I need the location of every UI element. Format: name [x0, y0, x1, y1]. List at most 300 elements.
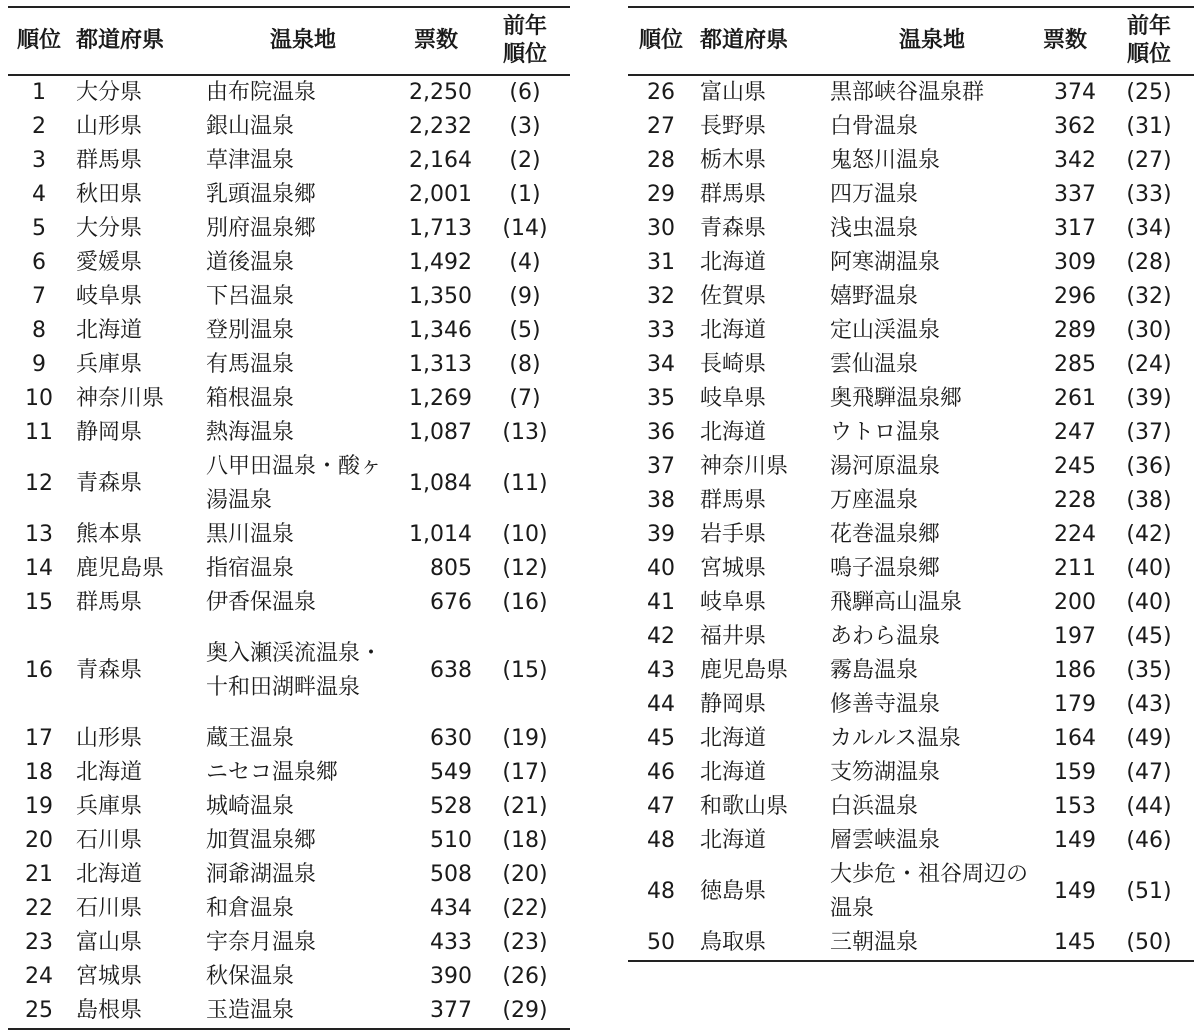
- onsen-cell: 定山渓温泉: [830, 318, 941, 343]
- prefecture-cell: 兵庫県: [76, 352, 143, 377]
- prefecture-cell: 佐賀県: [700, 284, 767, 309]
- rank-cell: 38: [647, 488, 675, 513]
- onsen-cell: 湯河原温泉: [830, 454, 941, 479]
- header-row: [8, 7, 570, 75]
- prev-rank-cell: (28): [1126, 250, 1172, 275]
- prefecture-cell: 宮城県: [700, 556, 767, 581]
- prev-rank-cell: (31): [1126, 114, 1172, 139]
- prev-rank-cell: (36): [1126, 454, 1172, 479]
- votes-cell: 164: [1054, 726, 1096, 751]
- onsen-cell: 秋保温泉: [206, 964, 295, 989]
- prefecture-cell: 栃木県: [700, 148, 767, 173]
- onsen-cell: 銀山温泉: [206, 114, 295, 139]
- prefecture-cell: 群馬県: [76, 148, 143, 173]
- table-row: [628, 756, 1194, 790]
- rank-cell: 24: [25, 964, 53, 989]
- rank-cell: 26: [647, 80, 675, 105]
- table-row: [8, 518, 570, 552]
- votes-cell: 149: [1054, 828, 1096, 853]
- table-row: [8, 212, 570, 246]
- onsen-cell: 大歩危・祖谷周辺の温泉: [830, 862, 1029, 921]
- prefecture-cell: 富山県: [700, 80, 767, 105]
- votes-cell: 630: [430, 726, 472, 751]
- prefecture-cell: 石川県: [76, 896, 143, 921]
- prefecture-cell: 鹿児島県: [700, 658, 789, 683]
- rank-cell: 5: [32, 216, 46, 241]
- rank-cell: 33: [647, 318, 675, 343]
- table-row: [8, 858, 570, 892]
- prefecture-cell: 青森県: [76, 471, 143, 496]
- rank-cell: 1: [32, 80, 46, 105]
- votes-cell: 186: [1054, 658, 1096, 683]
- onsen-cell: ウトロ温泉: [830, 420, 941, 445]
- prefecture-cell: 静岡県: [700, 692, 767, 717]
- rank-cell: 4: [32, 182, 46, 207]
- header-votes: 票数: [1034, 7, 1104, 75]
- rank-cell: 29: [647, 182, 675, 207]
- table-row: [628, 484, 1194, 518]
- votes-cell: 1,014: [409, 522, 472, 547]
- onsen-cell: 登別温泉: [206, 318, 295, 343]
- onsen-cell: 宇奈月温泉: [206, 930, 317, 955]
- onsen-cell: 鳴子温泉郷: [830, 556, 941, 581]
- onsen-cell: 霧島温泉: [830, 658, 919, 683]
- rank-cell: 20: [25, 828, 53, 853]
- prev-rank-cell: (51): [1126, 879, 1172, 904]
- onsen-cell: 層雲峡温泉: [830, 828, 941, 853]
- onsen-cell: 蔵王温泉: [206, 726, 295, 751]
- table-row: [628, 858, 1194, 926]
- prev-rank-cell: (40): [1126, 556, 1172, 581]
- prefecture-cell: 静岡県: [76, 420, 143, 445]
- rank-cell: 14: [25, 556, 53, 581]
- prefecture-cell: 鹿児島県: [76, 556, 165, 581]
- rank-cell: 25: [8, 994, 70, 1029]
- prefecture-cell: 山形県: [76, 726, 143, 751]
- votes-cell: 434: [430, 896, 472, 921]
- table-row: [8, 246, 570, 280]
- table-row: [628, 178, 1194, 212]
- votes-cell: 510: [430, 828, 472, 853]
- votes-cell: 1,713: [409, 216, 472, 241]
- table-row: [8, 824, 570, 858]
- table-row: [8, 586, 570, 620]
- votes-cell: 528: [430, 794, 472, 819]
- prev-rank-cell: (13): [502, 420, 548, 445]
- table-row: [628, 246, 1194, 280]
- onsen-cell: 四万温泉: [830, 182, 919, 207]
- rank-cell: 42: [647, 624, 675, 649]
- prefecture-cell: 宮城県: [76, 964, 143, 989]
- ranking-table-left: [8, 6, 570, 1030]
- prev-rank-cell: (32): [1126, 284, 1172, 309]
- rank-cell: 48: [647, 879, 675, 904]
- prev-rank-cell: (42): [1126, 522, 1172, 547]
- table-row: [628, 212, 1194, 246]
- prev-rank-cell: (4): [509, 250, 541, 275]
- prev-rank-cell: (2): [509, 148, 541, 173]
- prefecture-cell: 長崎県: [700, 352, 767, 377]
- rank-cell: 10: [25, 386, 53, 411]
- votes-cell: 2,164: [409, 148, 472, 173]
- prev-rank-cell: (24): [1126, 352, 1172, 377]
- onsen-cell: 玉造温泉: [200, 994, 400, 1029]
- prefecture-cell: 徳島県: [700, 879, 767, 904]
- rank-cell: 30: [647, 216, 675, 241]
- onsen-cell: 箱根温泉: [206, 386, 295, 411]
- prev-rank-cell: (50): [1104, 926, 1194, 961]
- votes-cell: 153: [1054, 794, 1096, 819]
- rank-cell: 35: [647, 386, 675, 411]
- table-row: [628, 722, 1194, 756]
- votes-cell: 1,313: [409, 352, 472, 377]
- header-prefecture: 都道府県: [694, 7, 824, 75]
- prefecture-cell: 岐阜県: [700, 590, 767, 615]
- table-row: [8, 110, 570, 144]
- onsen-cell: 乳頭温泉郷: [206, 182, 317, 207]
- header-votes: 票数: [400, 7, 480, 75]
- table-row: [628, 654, 1194, 688]
- table-row: [8, 178, 570, 212]
- prefecture-cell: 岩手県: [700, 522, 767, 547]
- table-row: [8, 416, 570, 450]
- onsen-cell: 道後温泉: [206, 250, 295, 275]
- prev-rank-cell: (47): [1126, 760, 1172, 785]
- onsen-cell: 和倉温泉: [206, 896, 295, 921]
- votes-cell: 433: [430, 930, 472, 955]
- votes-cell: 2,001: [409, 182, 472, 207]
- votes-cell: 374: [1054, 80, 1096, 105]
- onsen-cell: 有馬温泉: [206, 352, 295, 377]
- prev-rank-cell: (3): [509, 114, 541, 139]
- votes-cell: 1,346: [409, 318, 472, 343]
- rank-cell: 13: [25, 522, 53, 547]
- prefecture-cell: 福井県: [700, 624, 767, 649]
- votes-cell: 362: [1054, 114, 1096, 139]
- rank-cell: 34: [647, 352, 675, 377]
- onsen-cell: 洞爺湖温泉: [206, 862, 317, 887]
- table-row: [628, 926, 1194, 961]
- prev-rank-cell: (6): [509, 80, 541, 105]
- prefecture-cell: 北海道: [76, 862, 143, 887]
- prefecture-cell: 北海道: [700, 760, 767, 785]
- onsen-cell: 下呂温泉: [206, 284, 295, 309]
- table-row: [8, 280, 570, 314]
- prefecture-cell: 富山県: [76, 930, 143, 955]
- rank-cell: 48: [647, 828, 675, 853]
- table-row: [628, 518, 1194, 552]
- onsen-cell: 八甲田温泉・酸ヶ湯温泉: [206, 454, 383, 513]
- rank-cell: 23: [25, 930, 53, 955]
- rank-cell: 6: [32, 250, 46, 275]
- header-prev-rank-line2: 順位: [1126, 42, 1171, 67]
- prev-rank-cell: (26): [502, 964, 548, 989]
- onsen-cell: 嬉野温泉: [830, 284, 919, 309]
- votes-cell: 390: [430, 964, 472, 989]
- onsen-cell: 修善寺温泉: [830, 692, 941, 717]
- onsen-cell: 花巻温泉郷: [830, 522, 941, 547]
- votes-cell: 1,492: [409, 250, 472, 275]
- prefecture-cell: 北海道: [700, 250, 767, 275]
- prefecture-cell: 愛媛県: [76, 250, 143, 275]
- prev-rank-cell: (17): [502, 760, 548, 785]
- onsen-cell: 三朝温泉: [824, 926, 1034, 961]
- header-prefecture: 都道府県: [70, 7, 200, 75]
- rank-cell: 2: [32, 114, 46, 139]
- onsen-cell: 浅虫温泉: [830, 216, 919, 241]
- table-row: [8, 892, 570, 926]
- prefecture-cell: 青森県: [76, 658, 143, 683]
- votes-cell: 289: [1054, 318, 1096, 343]
- onsen-cell: 奥飛騨温泉郷: [830, 386, 963, 411]
- onsen-cell: 伊香保温泉: [206, 590, 317, 615]
- table-row: [8, 348, 570, 382]
- prev-rank-cell: (45): [1126, 624, 1172, 649]
- rank-cell: 39: [647, 522, 675, 547]
- table-row: [8, 756, 570, 790]
- table-row: [8, 450, 570, 518]
- votes-cell: 377: [400, 994, 480, 1029]
- prev-rank-cell: (44): [1126, 794, 1172, 819]
- votes-cell: 337: [1054, 182, 1096, 207]
- table-row: [628, 144, 1194, 178]
- table-row: [628, 688, 1194, 722]
- votes-cell: 676: [430, 590, 472, 615]
- prev-rank-cell: (1): [509, 182, 541, 207]
- prev-rank-cell: (7): [509, 386, 541, 411]
- onsen-cell: 黒部峡谷温泉群: [830, 80, 985, 105]
- votes-cell: 149: [1054, 879, 1096, 904]
- prefecture-cell: 秋田県: [76, 182, 143, 207]
- votes-cell: 2,250: [409, 80, 472, 105]
- prev-rank-cell: (20): [502, 862, 548, 887]
- prefecture-cell: 岐阜県: [700, 386, 767, 411]
- header-onsen: 温泉地: [200, 7, 400, 75]
- onsen-cell: 奥入瀬渓流温泉・十和田湖畔温泉: [206, 641, 383, 700]
- votes-cell: 285: [1054, 352, 1096, 377]
- votes-cell: 549: [430, 760, 472, 785]
- table-row: [628, 314, 1194, 348]
- rank-cell: 44: [647, 692, 675, 717]
- rank-cell: 40: [647, 556, 675, 581]
- prefecture-cell: 島根県: [70, 994, 200, 1029]
- onsen-cell: 城崎温泉: [206, 794, 295, 819]
- rank-cell: 31: [647, 250, 675, 275]
- prefecture-cell: 北海道: [76, 760, 143, 785]
- rank-cell: 37: [647, 454, 675, 479]
- header-prev-rank: [1104, 7, 1194, 75]
- onsen-cell: 阿寒湖温泉: [830, 250, 941, 275]
- onsen-cell: 雲仙温泉: [830, 352, 919, 377]
- rank-cell: 21: [25, 862, 53, 887]
- votes-cell: 200: [1054, 590, 1096, 615]
- table-row: [628, 75, 1194, 110]
- votes-cell: 159: [1054, 760, 1096, 785]
- onsen-cell: 白浜温泉: [830, 794, 919, 819]
- ranking-table-right: [628, 6, 1194, 962]
- prev-rank-cell: (46): [1126, 828, 1172, 853]
- prev-rank-cell: (39): [1126, 386, 1172, 411]
- votes-cell: 296: [1054, 284, 1096, 309]
- table-row: [8, 382, 570, 416]
- prefecture-cell: 大分県: [76, 80, 143, 105]
- onsen-cell: ニセコ温泉郷: [206, 760, 339, 785]
- rank-cell: 47: [647, 794, 675, 819]
- prev-rank-cell: (5): [509, 318, 541, 343]
- prefecture-cell: 神奈川県: [76, 386, 165, 411]
- header-row: [628, 7, 1194, 75]
- prefecture-cell: 熊本県: [76, 522, 143, 547]
- prefecture-cell: 北海道: [700, 420, 767, 445]
- rank-cell: 28: [647, 148, 675, 173]
- votes-cell: 1,269: [409, 386, 472, 411]
- prefecture-cell: 山形県: [76, 114, 143, 139]
- rank-cell: 17: [25, 726, 53, 751]
- table-row: [628, 348, 1194, 382]
- prev-rank-cell: (8): [509, 352, 541, 377]
- prev-rank-cell: (18): [502, 828, 548, 853]
- header-rank: 順位: [628, 7, 694, 75]
- prev-rank-cell: (22): [502, 896, 548, 921]
- onsen-cell: 熱海温泉: [206, 420, 295, 445]
- votes-cell: 309: [1054, 250, 1096, 275]
- rank-cell: 3: [32, 148, 46, 173]
- prefecture-cell: 岐阜県: [76, 284, 143, 309]
- prefecture-cell: 群馬県: [700, 488, 767, 513]
- table-row: [628, 790, 1194, 824]
- table-row: [8, 722, 570, 756]
- rank-cell: 11: [25, 420, 53, 445]
- header-prev-rank: [480, 7, 570, 75]
- prev-rank-cell: (27): [1126, 148, 1172, 173]
- prefecture-cell: 群馬県: [76, 590, 143, 615]
- rank-cell: 50: [628, 926, 694, 961]
- prev-rank-cell: (35): [1126, 658, 1172, 683]
- prev-rank-cell: (12): [502, 556, 548, 581]
- rank-cell: 18: [25, 760, 53, 785]
- prefecture-cell: 北海道: [700, 828, 767, 853]
- onsen-cell: 草津温泉: [206, 148, 295, 173]
- onsen-cell: 鬼怒川温泉: [830, 148, 941, 173]
- table-row: [628, 110, 1194, 144]
- votes-cell: 1,084: [409, 471, 472, 496]
- table-row: [8, 314, 570, 348]
- prev-rank-cell: (34): [1126, 216, 1172, 241]
- table-row: [8, 144, 570, 178]
- prefecture-cell: 北海道: [76, 318, 143, 343]
- prev-rank-cell: (11): [502, 471, 548, 496]
- votes-cell: 145: [1034, 926, 1104, 961]
- onsen-cell: 黒川温泉: [206, 522, 295, 547]
- votes-cell: 179: [1054, 692, 1096, 717]
- prev-rank-cell: (21): [502, 794, 548, 819]
- prefecture-cell: 石川県: [76, 828, 143, 853]
- prev-rank-cell: (40): [1126, 590, 1172, 615]
- header-prev-rank-line2: 順位: [502, 42, 547, 67]
- votes-cell: 224: [1054, 522, 1096, 547]
- votes-cell: 1,350: [409, 284, 472, 309]
- onsen-cell: 万座温泉: [830, 488, 919, 513]
- onsen-cell: 白骨温泉: [830, 114, 919, 139]
- votes-cell: 805: [430, 556, 472, 581]
- prev-rank-cell: (30): [1126, 318, 1172, 343]
- table-row: [628, 450, 1194, 484]
- header-rank: 順位: [8, 7, 70, 75]
- prefecture-cell: 北海道: [700, 726, 767, 751]
- prev-rank-cell: (37): [1126, 420, 1172, 445]
- onsen-cell: 由布院温泉: [206, 80, 317, 105]
- prev-rank-cell: (33): [1126, 182, 1172, 207]
- prefecture-cell: 兵庫県: [76, 794, 143, 819]
- votes-cell: 228: [1054, 488, 1096, 513]
- table-row: [8, 960, 570, 994]
- table-row: [628, 620, 1194, 654]
- table-row: [628, 382, 1194, 416]
- prev-rank-cell: (9): [509, 284, 541, 309]
- table-row: [628, 586, 1194, 620]
- prev-rank-cell: (43): [1126, 692, 1172, 717]
- onsen-cell: あわら温泉: [830, 624, 941, 649]
- prev-rank-cell: (16): [502, 590, 548, 615]
- votes-cell: 638: [430, 658, 472, 683]
- prefecture-cell: 北海道: [700, 318, 767, 343]
- rank-cell: 43: [647, 658, 675, 683]
- prefecture-cell: 大分県: [76, 216, 143, 241]
- votes-cell: 197: [1054, 624, 1096, 649]
- rank-cell: 41: [647, 590, 675, 615]
- table-row: [8, 994, 570, 1029]
- header-prev-rank-line1: 前年: [502, 14, 547, 39]
- prefecture-cell: 群馬県: [700, 182, 767, 207]
- votes-cell: 508: [430, 862, 472, 887]
- rank-cell: 7: [32, 284, 46, 309]
- rank-cell: 12: [25, 471, 53, 496]
- onsen-cell: 別府温泉郷: [206, 216, 317, 241]
- prefecture-cell: 和歌山県: [700, 794, 789, 819]
- rank-cell: 45: [647, 726, 675, 751]
- rank-cell: 15: [25, 590, 53, 615]
- table-row: [628, 280, 1194, 314]
- header-onsen: 温泉地: [824, 7, 1034, 75]
- votes-cell: 245: [1054, 454, 1096, 479]
- prev-rank-cell: (14): [502, 216, 548, 241]
- rank-cell: 16: [25, 658, 53, 683]
- rank-cell: 27: [647, 114, 675, 139]
- onsen-cell: 飛騨高山温泉: [830, 590, 963, 615]
- onsen-cell: 支笏湖温泉: [830, 760, 941, 785]
- prefecture-cell: 神奈川県: [700, 454, 789, 479]
- prefecture-cell: 鳥取県: [694, 926, 824, 961]
- table-row: [8, 552, 570, 586]
- table-row: [628, 416, 1194, 450]
- header-prev-rank-line1: 前年: [1126, 14, 1171, 39]
- prev-rank-cell: (49): [1126, 726, 1172, 751]
- votes-cell: 2,232: [409, 114, 472, 139]
- onsen-cell: 指宿温泉: [206, 556, 295, 581]
- votes-cell: 1,087: [409, 420, 472, 445]
- rank-cell: 32: [647, 284, 675, 309]
- votes-cell: 342: [1054, 148, 1096, 173]
- rank-cell: 22: [25, 896, 53, 921]
- prev-rank-cell: (29): [480, 994, 570, 1029]
- votes-cell: 317: [1054, 216, 1096, 241]
- onsen-cell: 加賀温泉郷: [206, 828, 317, 853]
- votes-cell: 261: [1054, 386, 1096, 411]
- prefecture-cell: 長野県: [700, 114, 767, 139]
- rank-cell: 9: [32, 352, 46, 377]
- table-row: [8, 75, 570, 110]
- prefecture-cell: 青森県: [700, 216, 767, 241]
